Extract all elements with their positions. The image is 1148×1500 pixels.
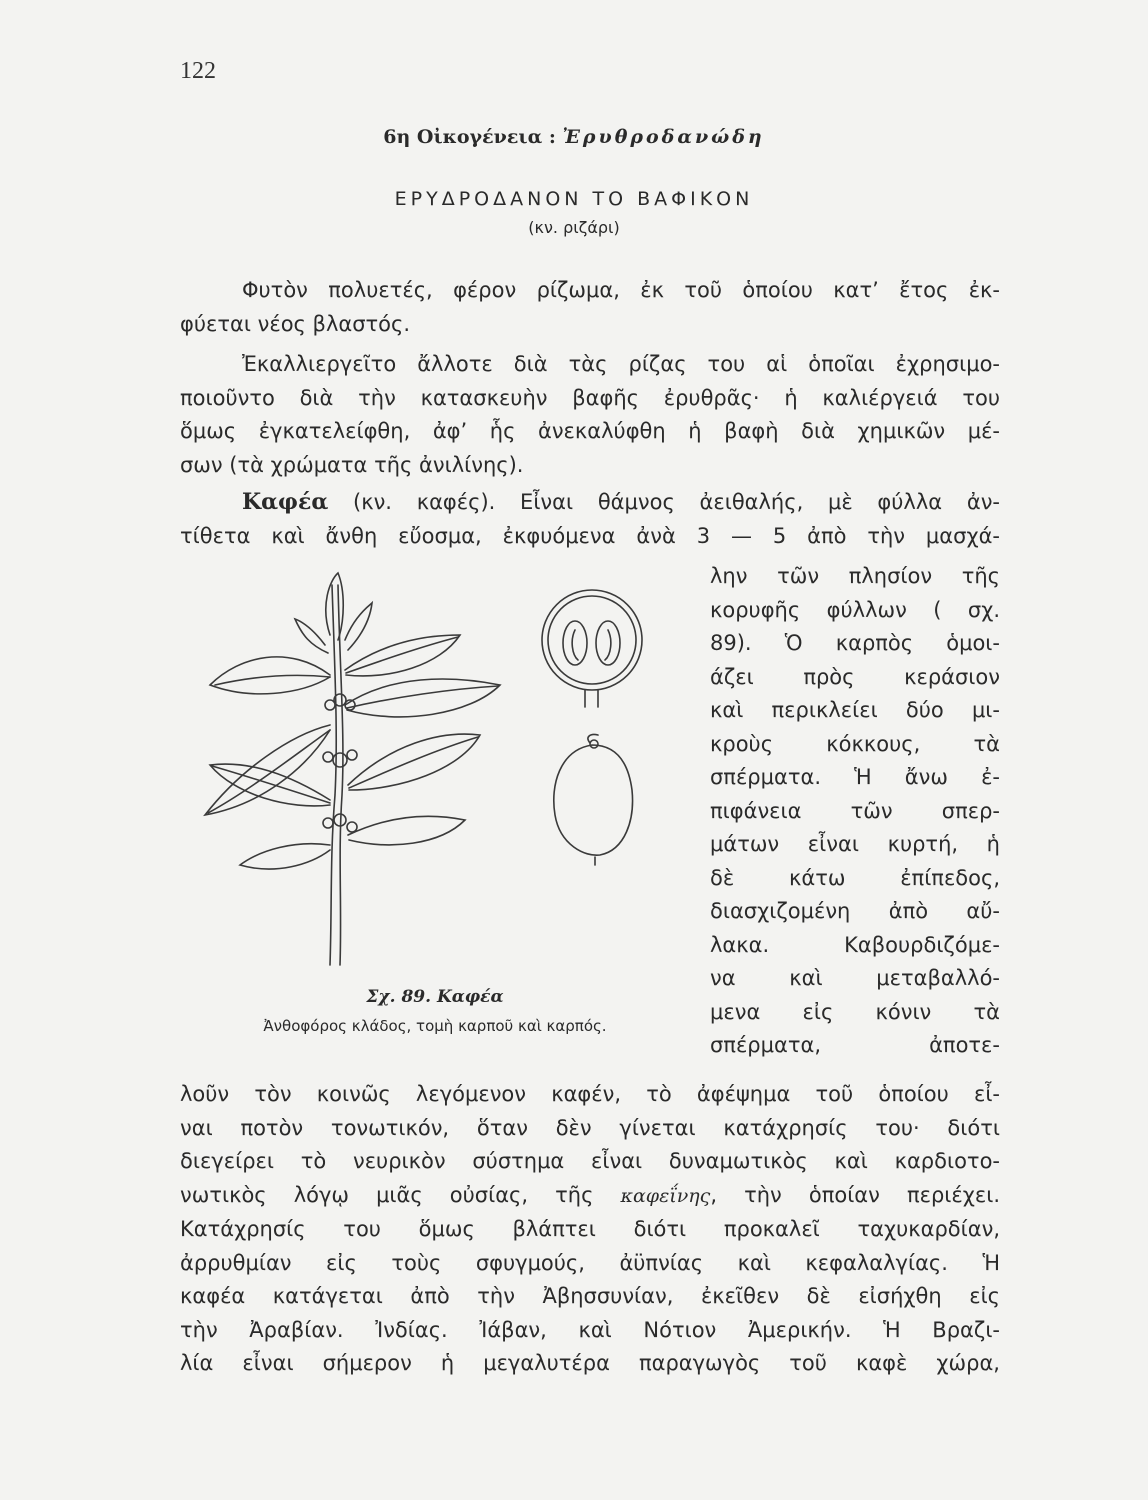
text-line: φύεται νέος βλαστός. (180, 311, 411, 336)
text-line: σπέρματα. Ἡ ἄνω ἐ- (710, 765, 1000, 789)
caffeine-word: καφεΐνης (620, 1184, 711, 1207)
text-line: σων (τὰ χρώματα τῆς ἀνιλίνης). (180, 452, 524, 477)
text-line: Καφέα (κν. καφές). Εἶναι θάμνος ἀειθαλής, μὲ φύλλα ἀν- (242, 489, 1000, 515)
text-line: να καὶ μεταβαλλό- (710, 966, 1000, 990)
figure-caption: Ἀνθοφόρος κλάδος, τομὴ καρποῦ καὶ καρπός. (263, 1017, 607, 1035)
text-line: λην τῶν πλησίον τῆς (710, 564, 1000, 588)
text-line: ὅμως ἐγκατελείφθη, ἀφ’ ἧς ἀνεκαλύφθη ἡ βαφὴ διὰ χημικῶν μέ- (180, 419, 1000, 443)
paragraph-3-opening (180, 486, 1000, 553)
paragraph-2 (180, 348, 1000, 482)
figure-89 (180, 565, 690, 1035)
term-coffea: Καφέα (242, 489, 329, 515)
text-line: διασχιζομένη ἀπὸ αὔ- (710, 899, 1000, 923)
text-line: ποιοῦντο διὰ τὴν κατασκευὴν βαφῆς ἐρυθρᾶς· ἡ καλιέργειά του (180, 385, 1000, 410)
family-heading (0, 126, 1148, 148)
page-number: 122 (180, 58, 216, 84)
text-line: σπέρματα, ἀποτε- (710, 1033, 1000, 1057)
side-column (710, 560, 1000, 1063)
text-line: κορυφῆς φύλλων ( σχ. (710, 597, 1000, 622)
text-line: λία εἶναι σήμερον ἡ μεγαλυτέρα παραγωγὸς τοῦ καφὲ χώρα, (180, 1351, 1000, 1375)
text-line: άζει πρὸς κεράσιον (710, 664, 1000, 689)
paragraph-3-continued (180, 1078, 1000, 1381)
family-prefix: 6η Οἰκογένεια : (383, 126, 563, 148)
common-name: (κν. ριζάρι) (528, 218, 620, 237)
text-line: μενα εἰς κόνιν τὰ (710, 999, 1000, 1024)
family-name: Ἐρυθροδανώδη (562, 126, 765, 148)
text-line: νωτικὸς λόγῳ μιᾶς οὐσίας, τῆς καφεΐνης, τὴν ὁποίαν περιέχει. (180, 1182, 1000, 1207)
text-line: ναι ποτὸν τονωτικόν, ὅταν δὲν γίνεται κατάχρησίς του· διότι (180, 1115, 1000, 1140)
text-line: λακα. Καβουρδιζόμε- (710, 932, 1000, 957)
text-line: τὴν Ἀραβίαν. Ἰνδίας. Ἰάβαν, καὶ Νότιον Ἀμερικήν. Ἡ Βραζι- (180, 1317, 1000, 1342)
text-line: καὶ περικλείει δύο μι- (710, 698, 1000, 722)
text-line: Ἐκαλλιεργεῖτο ἄλλοτε διὰ τὰς ρίζας του αἱ ὁποῖαι ἐχρησιμο- (242, 352, 1000, 376)
text-line: κροὺς κόκκους, τὰ (710, 731, 1000, 756)
text-line: 89). Ὁ καρπὸς ὁμοι- (710, 631, 1000, 655)
species-heading: ΕΡΥΔΡΟΔΑΝΟΝ ΤΟ ΒΑΦΙΚΟΝ (394, 188, 754, 210)
text-line: διεγείρει τὸ νευρικὸν σύστημα εἶναι δυναμωτικὸς καὶ καρδιοτο- (180, 1149, 1000, 1173)
text-line: Κατάχρησίς του ὅμως βλάπτει διότι προκαλεῖ ταχυκαρδίαν, (180, 1217, 1000, 1241)
text-line: μάτων εἶναι κυρτή, ἡ (710, 832, 1000, 856)
text-line: καφέα κατάγεται ἀπὸ τὴν Ἀβησσυνίαν, ἐκεῖθεν δὲ εἰσήχθη εἰς (180, 1284, 1000, 1308)
text-line: πιφάνεια τῶν σπερ- (710, 798, 1000, 823)
text-line: τίθετα καὶ ἄνθη εὔοσμα, ἐκφυόμενα ἀνὰ 3 — 5 ἀπὸ τὴν μασχά- (180, 523, 1000, 548)
text-line: δὲ κάτω ἐπίπεδος, (710, 865, 1000, 890)
paragraph-1 (180, 274, 1000, 341)
text-line: λοῦν τὸν κοινῶς λεγόμενον καφέν, τὸ ἀφέψημα τοῦ ὁποίου εἶ- (180, 1082, 1000, 1106)
coffee-branch-illustration (180, 565, 690, 985)
text-line: ἀρρυθμίαν εἰς τοὺς σφυγμούς, ἀϋπνίας καὶ κεφαλαλγίας. Ἡ (180, 1250, 1000, 1275)
figure-label: Σχ. 89. Καφέα (366, 987, 504, 1007)
text-line: Φυτὸν πολυετές, φέρον ρίζωμα, ἐκ τοῦ ὁποίου κατ’ ἔτος ἐκ- (242, 278, 1000, 302)
